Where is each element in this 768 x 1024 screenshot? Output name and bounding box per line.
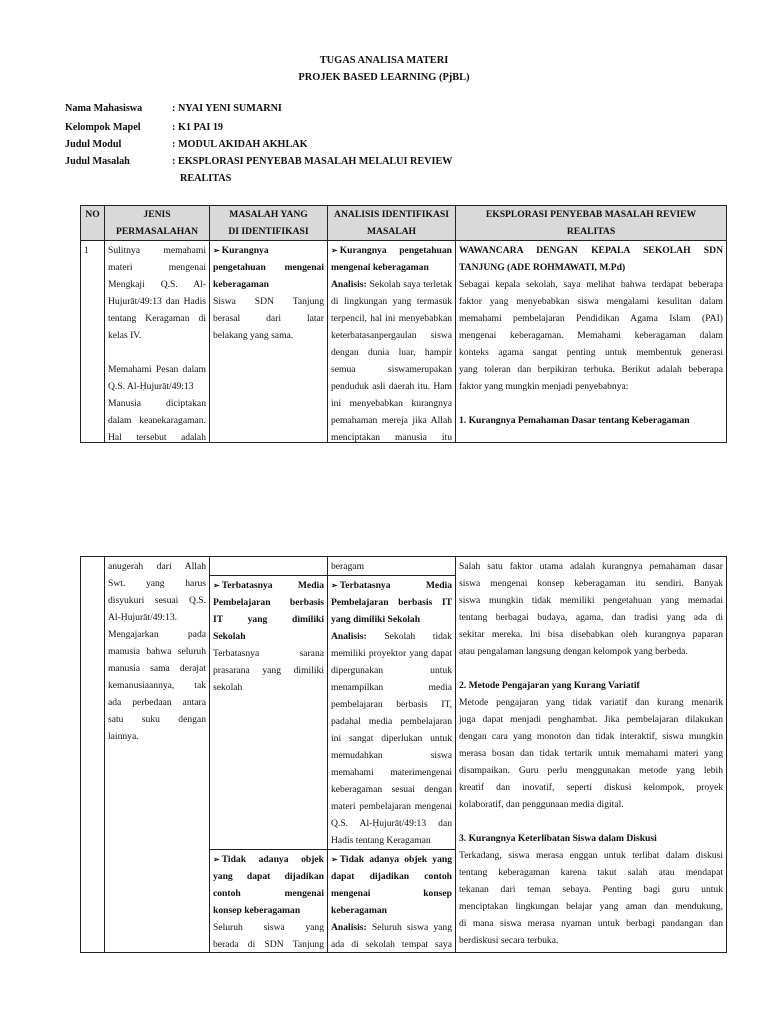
cell-masalah-empty: [210, 557, 328, 576]
cell-analisis-cont: beragam: [328, 557, 456, 576]
meta-value: : EKSPLORASI PENYEBAB MASALAH MELALUI REVIEW: [172, 156, 453, 167]
arrow-bullet-icon: ➢: [331, 581, 338, 590]
meta-value: : MODUL AKIDAH AKHLAK: [172, 139, 308, 150]
cell-jenis: [105, 241, 210, 443]
arrow-bullet-icon: ➢: [213, 246, 220, 255]
header-eksplorasi: EKSPLORASI PENYEBAB MASALAH REVIEW REALITAS: [456, 206, 727, 241]
meta-key: Nama Mahasiswa: [65, 103, 143, 114]
meta-key: Judul Modul: [65, 139, 122, 150]
cell-no: 1: [81, 241, 105, 443]
cell-analisis: ➢ Kurangnya pengetahuan mengenai keberagaman Analisis: Sekolah saya terletak di lingkungan yang termasuk terpencil, hal ini menyebabkan keterbatasanpergaulan siswa dengan dunia luar, hampir semua siswamerupakan penduduk asli daerah itu. Ham ini menyebabkan kurangnya pemahaman mereja jika Allah menciptakan manusia itu: [328, 241, 456, 443]
jenis-text: Sulitnya memahami materi mengenai Mengkaji Q.S. Al- Hujurāt/49:13 dan Hadis tentang Keragaman di kelas IV. Memahami Pesan dalam Q.S. Al-Ḥujurāt/49:13 Manusia diciptakan dalam keanekaragaman. Hal tersebut adalah: [108, 245, 206, 442]
document-subtitle: PROJEK BASED LEARNING (PjBL): [298, 72, 470, 83]
cell-masalah: ➢ Tidak adanya objek yang dapat dijadikan contoh mengenai konsep keberagaman Seluruh siswa yang berada di SDN Tanjung: [210, 850, 328, 953]
header-analisis: ANALISIS IDENTIFIKASI MASALAH: [328, 206, 456, 241]
cell-masalah: ➢ Kurangnya pengetahuan mengenai keberagaman Siswa SDN Tanjung berasal dari latar belakang yang sama.: [210, 241, 328, 443]
meta-key: Kelompok Mapel: [65, 122, 141, 133]
arrow-bullet-icon: ➢: [213, 855, 220, 864]
header-jenis: JENIS PERMASALAHAN: [105, 206, 210, 241]
cell-analisis: ➢ Tidak adanya objek yang dapat dijadikan contoh mengenai konsep keberagaman Analisis: Seluruh siswa yang ada di sekolah tempat saya: [328, 850, 456, 953]
document-title: TUGAS ANALISA MATERI: [319, 55, 449, 66]
analisis-title: ➢ Kurangnya pengetahuan: [331, 245, 452, 256]
arrow-bullet-icon: ➢: [213, 581, 220, 590]
header-no: NO: [81, 206, 105, 241]
cell-analisis: ➢ Terbatasnya Media Pembelajaran berbasis IT yang dimiliki Sekolah Analisis: Sekolah tidak memiliki proyektor yang dapat dipergunakan untuk menampilkan media pembelajaran berbasis IT, padahal media pembelajaran ini sangat diperlukan untuk memudahkan siswa memahami materimengenai keberagaman sesuai dengan materi pembelajaran mengenai Q.S. Al-Ḥujurāt/49:13 dan Hadis tentang Keragaman: [328, 576, 456, 850]
meta-value: : K1 PAI 19: [172, 122, 224, 133]
table-row: [81, 557, 727, 576]
meta-value: REALITAS: [180, 173, 232, 184]
cell-eksplorasi: WAWANCARA DENGAN KEPALA SEKOLAH SDN TANJUNG (ADE ROHMAWATI, M.Pd) Sebagai kepala sekolah, saya melihat bahwa terdapat beberapa faktor yang menyebabkan siswa mengalami kesulitan dalam memahami pembelajaran Pendidikan Agama Islam (PAI) mengenai keberagaman. Memahami keberagaman dalam konteks agama sangat penting untuk membentuk generasi yang toleran dan berpikiran terbuka. Berikut adalah beberapa faktor yang mungkin menjadi penyebabnya: 1. Kurangnya Pemahaman Dasar tentang Keberagaman: [456, 241, 727, 443]
masalah-title: ➢ Kurangnya: [213, 245, 269, 256]
table-row: [81, 241, 727, 443]
cell-jenis: anugerah dari Allah Swt. yang harus disyukuri sesuai Q.S. Al-Ḥujurāt/49:13. Mengajarkan pada manusia bahwa seluruh manusia sama derajat kemanusiaannya, tak ada perbedaan antara satu suku dengan lainnya.: [105, 557, 210, 953]
cell-eksplorasi: Salah satu faktor utama adalah kurangnya pemahaman dasar siswa mengenai konsep keberagaman itu sendiri. Banyak siswa mungkin tidak memiliki pengetahuan yang memadai tentang berbagai budaya, agama, dan tradisi yang ada di sekitar mereka. Ini bisa disebabkan oleh kurangnya paparan atau pengalaman langsung dengan kelompok yang berbeda. 2. Metode Pengajaran yang Kurang Variatif Metode pengajaran yang tidak variatif dan kurang menarik juga dapat menjadi penghambat. Jika pembelajaran dilakukan dengan cara yang monoton dan tidak interaktif, siswa mungkin merasa bosan dan tidak tertarik untuk memahami materi yang disampaikan. Guru perlu menggunakan metode yang lebih kreatif dan inovatif, seperti diskusi kelompok, proyek kolaboratif, dan penggunaan media digital. 3. Kurangnya Keterlibatan Siswa dalam Diskusi Terkadang, siswa merasa enggan untuk terlibat dalam diskusi tentang keberagaman karena takut salah atau mendapat tekanan dari teman sebaya. Penting bagi guru untuk menciptakan lingkungan belajar yang aman dan mendukung, di mana siswa merasa nyaman untuk berbagi pandangan dan berdiskusi secara terbuka.: [456, 557, 727, 953]
meta-value: : NYAI YENI SUMARNI: [172, 103, 282, 114]
meta-key: Judul Masalah: [65, 156, 130, 167]
cell-masalah: ➢ Terbatasnya Media Pembelajaran berbasis IT yang dimiliki Sekolah Terbatasnya sarana prasarana yang dimiliki sekolah: [210, 576, 328, 850]
arrow-bullet-icon: ➢: [331, 246, 338, 255]
table-header-row: [81, 206, 727, 241]
header-masalah: MASALAH YANG DI IDENTIFIKASI: [210, 206, 328, 241]
cell-no: [81, 557, 105, 953]
analysis-table-page-2: [80, 556, 727, 953]
arrow-bullet-icon: ➢: [331, 855, 338, 864]
analysis-table-page-1: [80, 205, 727, 443]
